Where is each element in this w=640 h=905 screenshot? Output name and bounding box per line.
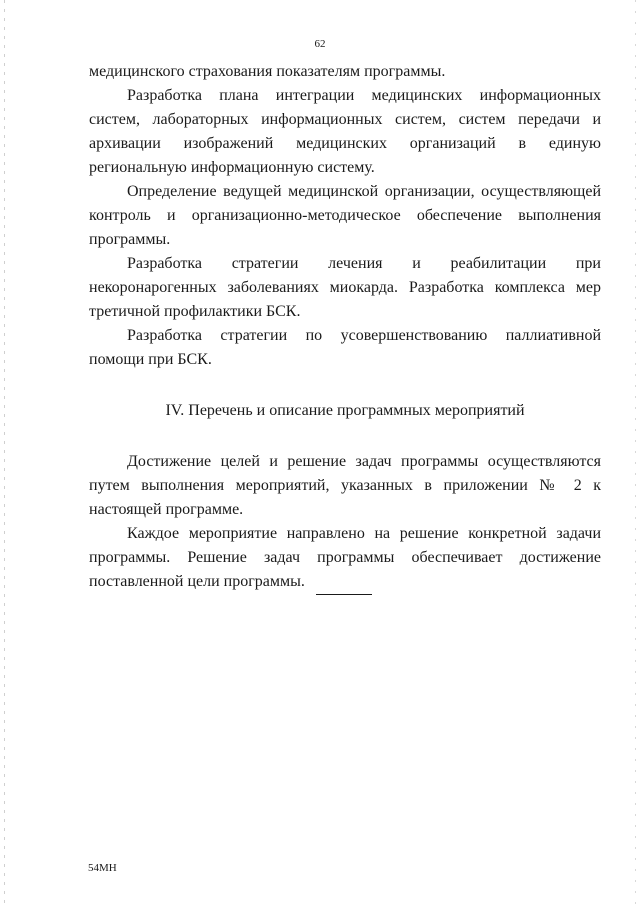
document-body: [89, 60, 601, 594]
paragraph-each-measure: Каждое мероприятие направлено на решение конкретной задачи программы. Решение задач программы обеспечивает достижение поставленной цели программы.: [89, 525, 601, 590]
paragraph-lead-organization: Определение ведущей медицинской организации, осуществляющей контроль и организационно-методическое обеспечение выполнения программы.: [89, 183, 601, 248]
scan-edge-left: [4, 0, 5, 905]
paragraph-continuation: медицинского страхования показателям программы.: [89, 63, 446, 80]
paragraph-palliative-care: Разработка стратегии по усовершенствованию паллиативной помощи при БСК.: [89, 327, 601, 368]
page-number: 62: [314, 38, 326, 50]
paragraph-treatment-strategy: Разработка стратегии лечения и реабилитации при некоронарогенных заболеваниях миокарда. Разработка комплекса мер третичной профилактики БСК.: [89, 255, 601, 320]
paragraph-goals-achievement: Достижение целей и решение задач программы осуществляются путем выполнения мероприятий, указанных в приложении № 2 к настоящей программе.: [89, 453, 601, 518]
section-heading: IV. Перечень и описание программных мероприятий: [165, 402, 525, 419]
footer-code: 54МН: [88, 862, 117, 874]
paragraph-integration-plan: Разработка плана интеграции медицинских информационных систем, лабораторных информационных систем, систем передачи и архивации изображений медицинских организаций в единую региональную информационную систему.: [89, 87, 601, 176]
end-separator-line: [316, 594, 372, 595]
scan-edge-right: [635, 0, 636, 905]
